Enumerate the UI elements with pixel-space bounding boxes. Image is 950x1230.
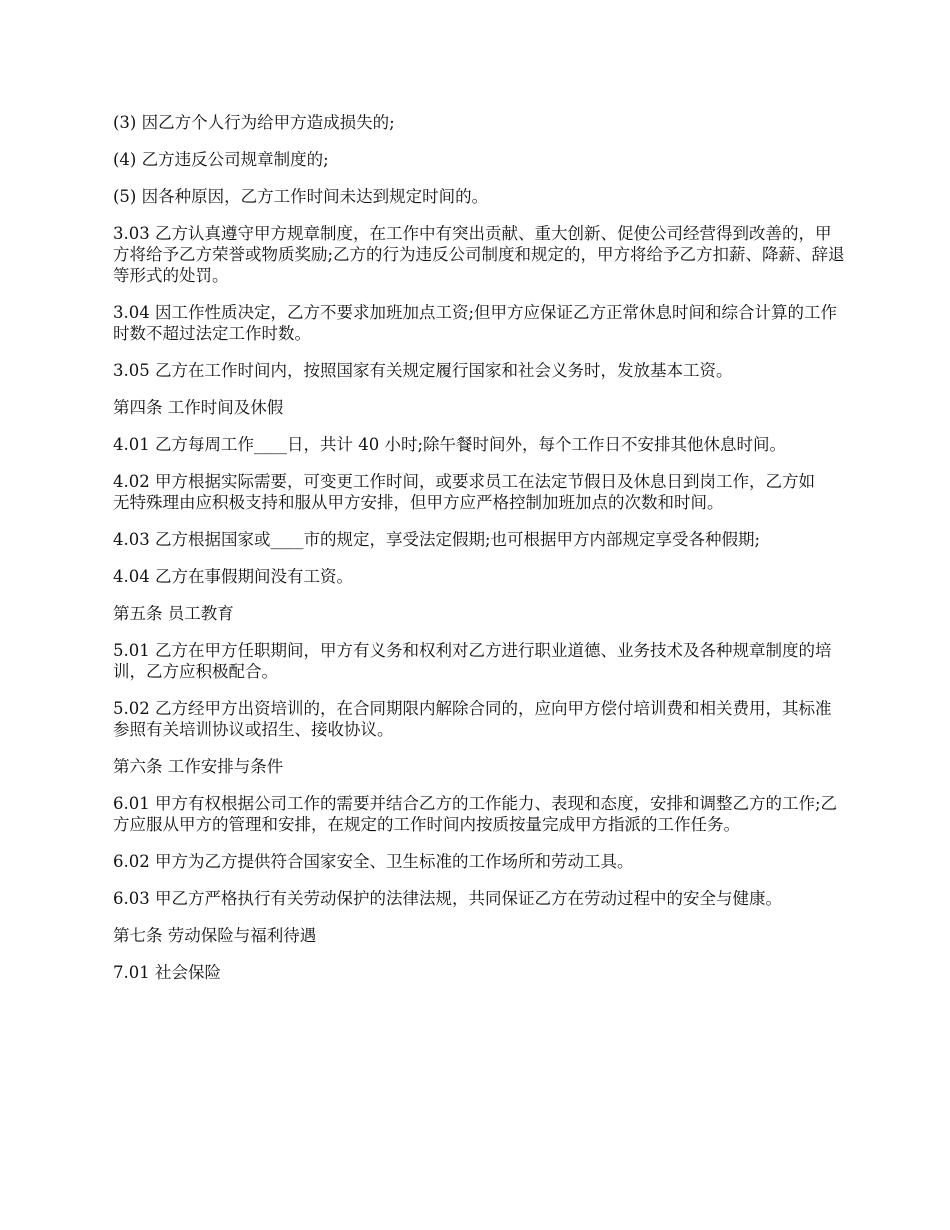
document-body	[113, 112, 848, 999]
clause-3-03: 3.03 乙方认真遵守甲方规章制度，在工作中有突出贡献、重大创新、促使公司经营得到改善的，甲方将给予乙方荣誉或物质奖励;乙方的行为违反公司制度和规定的，甲方将给予乙方扣薪、降薪、辞退等形式的处罚。	[113, 224, 845, 285]
clause-4-03: 4.03 乙方根据国家或____市的规定，享受法定假期;也可根据甲方内部规定享受各种假期;	[113, 530, 761, 549]
clause-6-01: 6.01 甲方有权根据公司工作的需要并结合乙方的工作能力、表现和态度，安排和调整乙方的工作;乙方应服从甲方的管理和安排，在规定的工作时间内按质按量完成甲方指派的工作任务。	[113, 794, 838, 834]
list-item-4: (4) 乙方违反公司规章制度的;	[113, 150, 329, 169]
clause-4-04: 4.04 乙方在事假期间没有工资。	[113, 567, 353, 586]
clause-5-02: 5.02 乙方经甲方出资培训的，在合同期限内解除合同的，应向甲方偿付培训费和相关费用，其标准参照有关培训协议或招生、接收协议。	[113, 699, 832, 739]
clause-3-04: 3.04 因工作性质决定，乙方不要求加班加点工资;但甲方应保证乙方正常休息时间和综合计算的工作时数不超过法定工作时数。	[113, 303, 838, 343]
clause-3-05: 3.05 乙方在工作时间内，按照国家有关规定履行国家和社会义务时，发放基本工资。	[113, 361, 733, 380]
clause-4-02: 4.02 甲方根据实际需要，可变更工作时间，或要求员工在法定节假日及休息日到岗工作，乙方如 无特殊理由应积极支持和服从甲方安排，但甲方应严格控制加班加点的次数和时间。	[113, 472, 848, 512]
article-6-heading: 第六条 工作安排与条件	[113, 757, 284, 776]
clause-4-01: 4.01 乙方每周工作____日，共计 40 小时;除午餐时间外，每个工作日不安排其他休息时间。	[113, 435, 787, 454]
clause-6-02: 6.02 甲方为乙方提供符合国家安全、卫生标准的工作场所和劳动工具。	[113, 852, 634, 871]
article-7-heading: 第七条 劳动保险与福利待遇	[113, 926, 317, 945]
article-5-heading: 第五条 员工教育	[113, 604, 234, 623]
list-item-3: (3) 因乙方个人行为给甲方造成损失的;	[113, 113, 395, 132]
clause-5-01: 5.01 乙方在甲方任职期间，甲方有义务和权利对乙方进行职业道德、业务技术及各种规章制度的培训，乙方应积极配合。	[113, 641, 832, 681]
clause-7-01: 7.01 社会保险	[113, 963, 221, 982]
clause-6-03: 6.03 甲乙方严格执行有关劳动保护的法律法规，共同保证乙方在劳动过程中的安全与健康。	[113, 889, 782, 908]
list-item-5: (5) 因各种原因，乙方工作时间未达到规定时间的。	[113, 187, 489, 206]
article-4-heading: 第四条 工作时间及休假	[113, 398, 284, 417]
